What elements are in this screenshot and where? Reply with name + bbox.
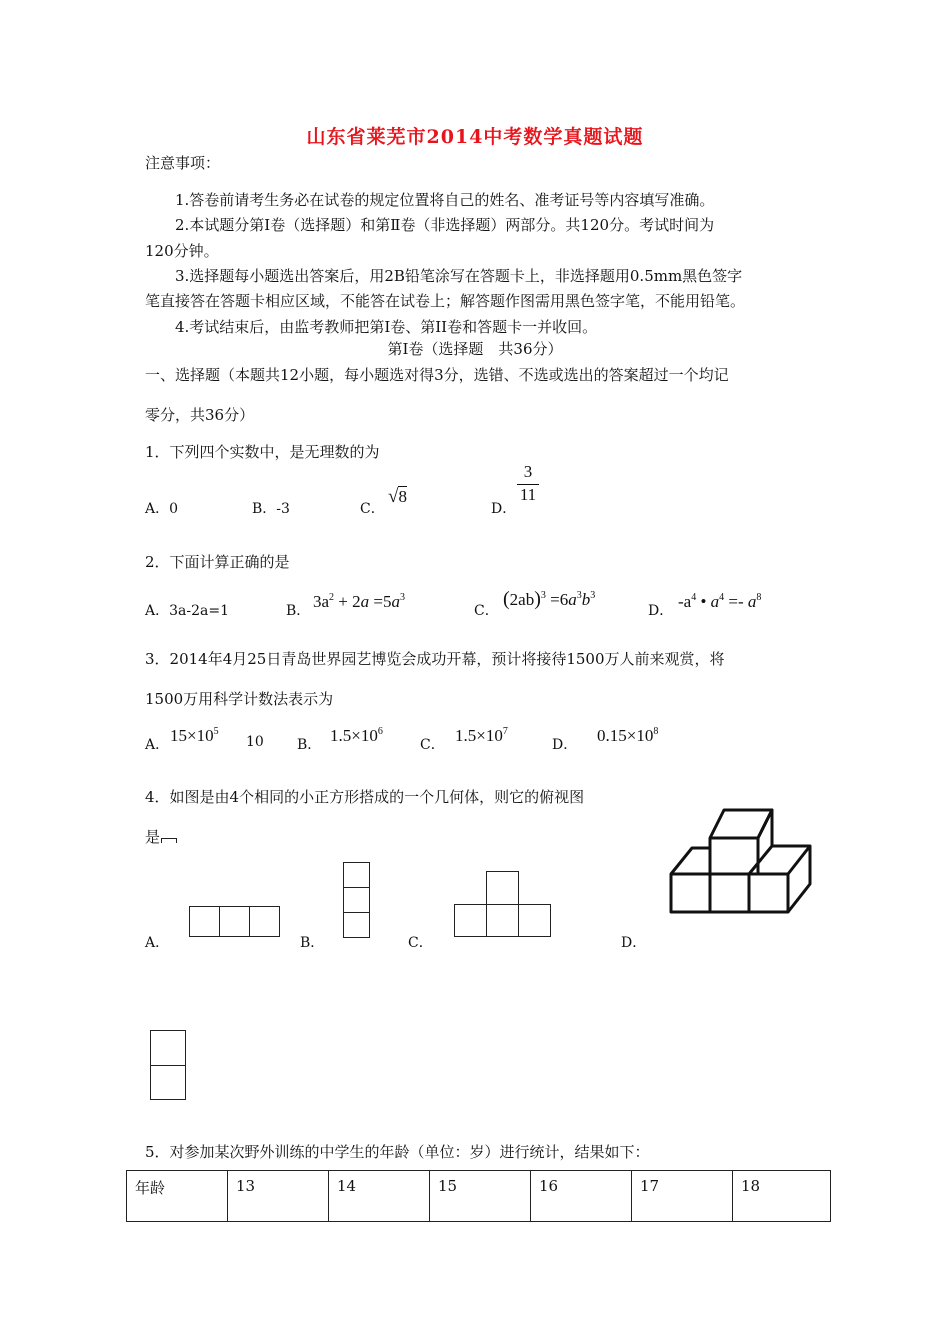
notice-item-2-cont: 120分钟。 [145, 242, 219, 260]
q2-option-a: A．3a-2a=1 [145, 603, 229, 619]
square [486, 871, 519, 905]
q2-option-c-label: C． [474, 603, 499, 619]
square [454, 904, 487, 937]
q1-stem: 1．下列四个实数中，是无理数的为 [145, 443, 380, 461]
q2-option-d-expr: $-a^4$ • $a^4 =- a^8$ [678, 592, 762, 611]
table-cell: 15 [430, 1171, 531, 1222]
q2-option-b-expr: $3a^2 + 2a =5a^3$ [313, 592, 405, 611]
table-cell: 17 [632, 1171, 733, 1222]
table-header-cell: 年龄 [127, 1171, 228, 1222]
q1-option-b: B．-3 [252, 501, 290, 517]
q4-option-d-label: D． [621, 935, 647, 951]
table-row [127, 1171, 831, 1222]
square [518, 904, 551, 937]
table-cell: 14 [329, 1171, 430, 1222]
notice-item-3-cont: 笔直接答在答题卡相应区域，不能答在试卷上；解答题作图需用黑色签字笔，不能用铅笔。 [145, 292, 746, 310]
square [343, 887, 370, 913]
q1-option-d-numerator: 3 [523, 462, 533, 481]
table-cell: 16 [531, 1171, 632, 1222]
q3-option-b-label: B． [297, 737, 322, 753]
q2-option-c-expr: $(2ab)^3 =6a^3b^3$ [503, 588, 596, 610]
q3-option-c-expr: $1.5\times 10^7$ [455, 726, 508, 745]
q4-stem-line1: 4．如图是由4个相同的小正方形搭成的一个几何体，则它的俯视图 [145, 788, 585, 806]
square [150, 1030, 186, 1066]
q4-stem-line2: 是 [145, 828, 161, 846]
part-one-line1: 一、选择题（本题共12小题，每小题选对得3分，选错、不选或选出的答案超过一个均记 [145, 366, 729, 384]
q1-option-d-fraction [517, 462, 539, 505]
q1-option-c-radicand: 8 [398, 487, 407, 506]
q4-option-a-label: A． [145, 935, 170, 951]
q5-stem: 5．对参加某次野外训练的中学生的年龄（单位：岁）进行统计，结果如下： [145, 1143, 650, 1161]
q2-option-b-label: B． [286, 603, 311, 619]
q4-option-b-label: B． [300, 935, 325, 951]
notice-item-1: 1.答卷前请考生务必在试卷的规定位置将自己的姓名、准考证号等内容填写准确。 [175, 191, 715, 209]
notice-heading: 注意事项： [145, 154, 221, 172]
q3-option-d-label: D． [552, 737, 578, 753]
q2-option-d-label: D． [648, 603, 674, 619]
section-heading: 第Ⅰ卷（选择题 共36分） [387, 340, 563, 358]
square [486, 904, 519, 937]
q3-option-a-expr: $15\times 10^5$ [170, 726, 219, 745]
q4-solid-figure [662, 806, 822, 916]
table-cell: 13 [228, 1171, 329, 1222]
q4-answer-bracket [161, 838, 177, 843]
q3-stem-line2: 1500万用科学计数法表示为 [145, 690, 334, 708]
q1-option-a: A．0 [145, 501, 179, 517]
q3-option-d-expr: $0.15\times 10^8$ [597, 726, 659, 745]
q4-option-c-label: C． [408, 935, 433, 951]
q1-option-d-denominator: 11 [517, 484, 539, 505]
q3-option-a-label: A． [145, 737, 170, 753]
notice-item-3: 3.选择题每小题选出答案后，用2B铅笔涂写在答题卡上，非选择题用0.5mm黑色签字 [175, 267, 743, 285]
q3-option-a-extra: 10 [246, 734, 264, 750]
square [219, 906, 250, 937]
q3-option-b-expr: $1.5\times 10^6$ [330, 726, 383, 745]
square [343, 912, 370, 938]
notice-item-2: 2.本试题分第Ⅰ卷（选择题）和第Ⅱ卷（非选择题）两部分。共120分。考试时间为 [175, 216, 715, 234]
age-table [126, 1170, 831, 1222]
q3-stem-line1: 3．2014年4月25日青岛世界园艺博览会成功开幕，预计将接待1500万人前来观赏，将 [145, 650, 725, 668]
q1-option-c-sqrt: √8 [388, 486, 407, 507]
q1-option-d-label: D． [491, 501, 517, 517]
notice-item-4: 4.考试结束后，由监考教师把第Ⅰ卷、第II卷和答题卡一并收回。 [175, 318, 598, 336]
part-one-line2: 零分，共36分） [145, 406, 255, 424]
square [189, 906, 220, 937]
page-title: 山东省莱芜市2014中考数学真题试题 [306, 126, 644, 148]
q1-option-c-label: C． [360, 501, 385, 517]
q2-stem: 2．下面计算正确的是 [145, 553, 290, 571]
q3-option-c-label: C． [420, 737, 445, 753]
square [343, 862, 370, 888]
table-cell: 18 [733, 1171, 831, 1222]
square [150, 1065, 186, 1100]
square [249, 906, 280, 937]
